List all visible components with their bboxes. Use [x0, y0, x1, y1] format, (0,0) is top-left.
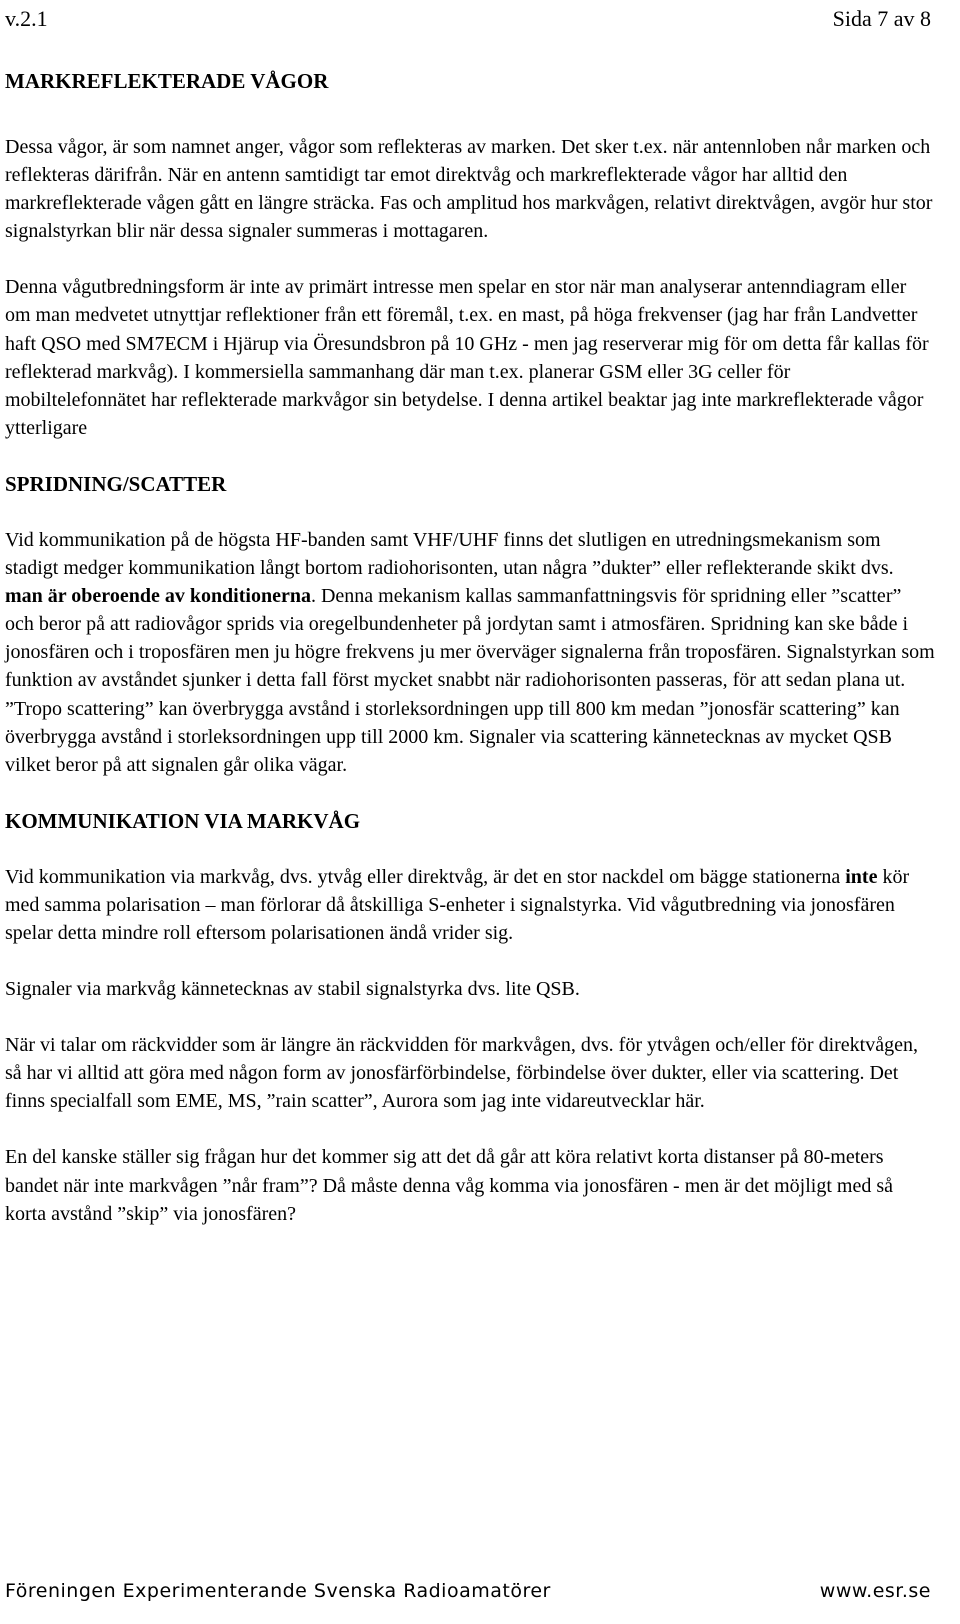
text-run: Vid kommunikation på de högsta HF-banden samt VHF/UHF finns det slutligen en utredningsmekanism som stadigt medger kommunikation långt bortom radiohorisonten, utan några ”dukter” eller reflekterande skikt dvs.: [5, 528, 894, 580]
paragraph: [5, 863, 935, 947]
paragraph: Signaler via markvåg kännetecknas av stabil signalstyrka dvs. lite QSB.: [5, 978, 580, 1001]
website-link[interactable]: www.esr.se: [819, 1580, 931, 1602]
paragraph: När vi talar om räckvidder som är längre än räckvidden för markvågen, dvs. för ytvågen och/eller för direktvågen, så har vi alltid att göra med någon form av jonosfärförbindelse, förbindelse över dukter, eller via scattering. Det finns specialfall som EME, MS, ”rain scatter”, Aurora som jag inte vidareutvecklar här.: [5, 1034, 918, 1113]
bold-text: inte: [845, 865, 878, 888]
page-footer: [5, 1577, 931, 1607]
section-heading-spridning: SPRIDNING/SCATTER: [5, 471, 227, 496]
page-header: [5, 5, 931, 35]
section-heading-markreflekterade: MARKREFLEKTERADE VÅGOR: [5, 69, 329, 93]
paragraph: Denna vågutbredningsform är inte av primärt intresse men spelar en stor när man analyserar antenndiagram eller om man medvetet utnyttjar reflektioner från ett föremål, t.ex. en mast, på höga frekvenser (jag har från Landvetter haft QSO med SM7ECM i Hjärup via Öresundsbron på 10 GHz - men jag reserverar mig för om detta får kallas för reflekterad markvåg). I kommersiella sammanhang där man t.ex. planerar GSM eller 3G celler för mobiltelefonnätet har reflekterade markvågor sin betydelse. I denna artikel beaktar jag inte markreflekterade vågor ytterligare: [5, 276, 929, 439]
text-run: kör med samma polarisation – man förlorar då åtskilliga S-enheter i signalstyrka. Vid vågutbredning via jonosfären spelar detta mindre roll eftersom polarisationen ändå vrider sig.: [5, 865, 910, 944]
paragraph: En del kanske ställer sig frågan hur det kommer sig att det då går att köra relativt korta distanser på 80-meters bandet när inte markvågen ”når fram”? Då måste denna våg komma via jonosfären - men är det möjligt med så korta avstånd ”skip” via jonosfären?: [5, 1146, 893, 1225]
paragraph: Dessa vågor, är som namnet anger, vågor som reflekteras av marken. Det sker t.ex. när antennloben når marken och reflekteras därifrån. När en antenn samtidigt tar emot direktvåg och markreflekterade vågor har alltid den markreflekterade vågen gått en längre sträcka. Fas och amplitud hos markvågen, relativt direktvågen, avgör hur stor signalstyrkan blir när dessa signaler summeras i mottagaren.: [5, 136, 933, 243]
text-run: . Denna mekanism kallas sammanfattningsvis för spridning eller ”scatter” och beror på att radiovågor sprids via oregelbundenheter på jordytan samt i atmosfären. Spridning kan ske både i jonosfären och i troposfären men ju högre frekvens ju mer överväger signalerna från troposfären. Signalstyrkan som funktion av avståndet sjunker i detta fall först mycket snabbt när radiohorisonten passeras, för att sedan plana ut. ”Tropo scattering” kan överbrygga avstånd i storleksordningen upp till 800 km medan ”jonosfär scattering” kan överbrygga avstånd i storleksordningen upp till 2000 km. Signaler via scattering kännetecknas av mycket QSB vilket beror på att signalen går olika vägar.: [5, 585, 935, 776]
page-number: Sida 7 av 8: [832, 6, 931, 31]
document-body: [5, 67, 935, 1228]
version-label: v.2.1: [5, 6, 48, 31]
organization-name: Föreningen Experimenterande Svenska Radioamatörer: [5, 1580, 551, 1602]
section-heading-markvag: KOMMUNIKATION VIA MARKVÅG: [5, 808, 361, 833]
text-run: Vid kommunikation via markvåg, dvs. ytvåg eller direktvåg, är det en stor nackdel om bägge stationerna: [5, 865, 846, 888]
bold-text: man är oberoende av konditionerna: [5, 585, 311, 608]
paragraph: [5, 526, 935, 779]
